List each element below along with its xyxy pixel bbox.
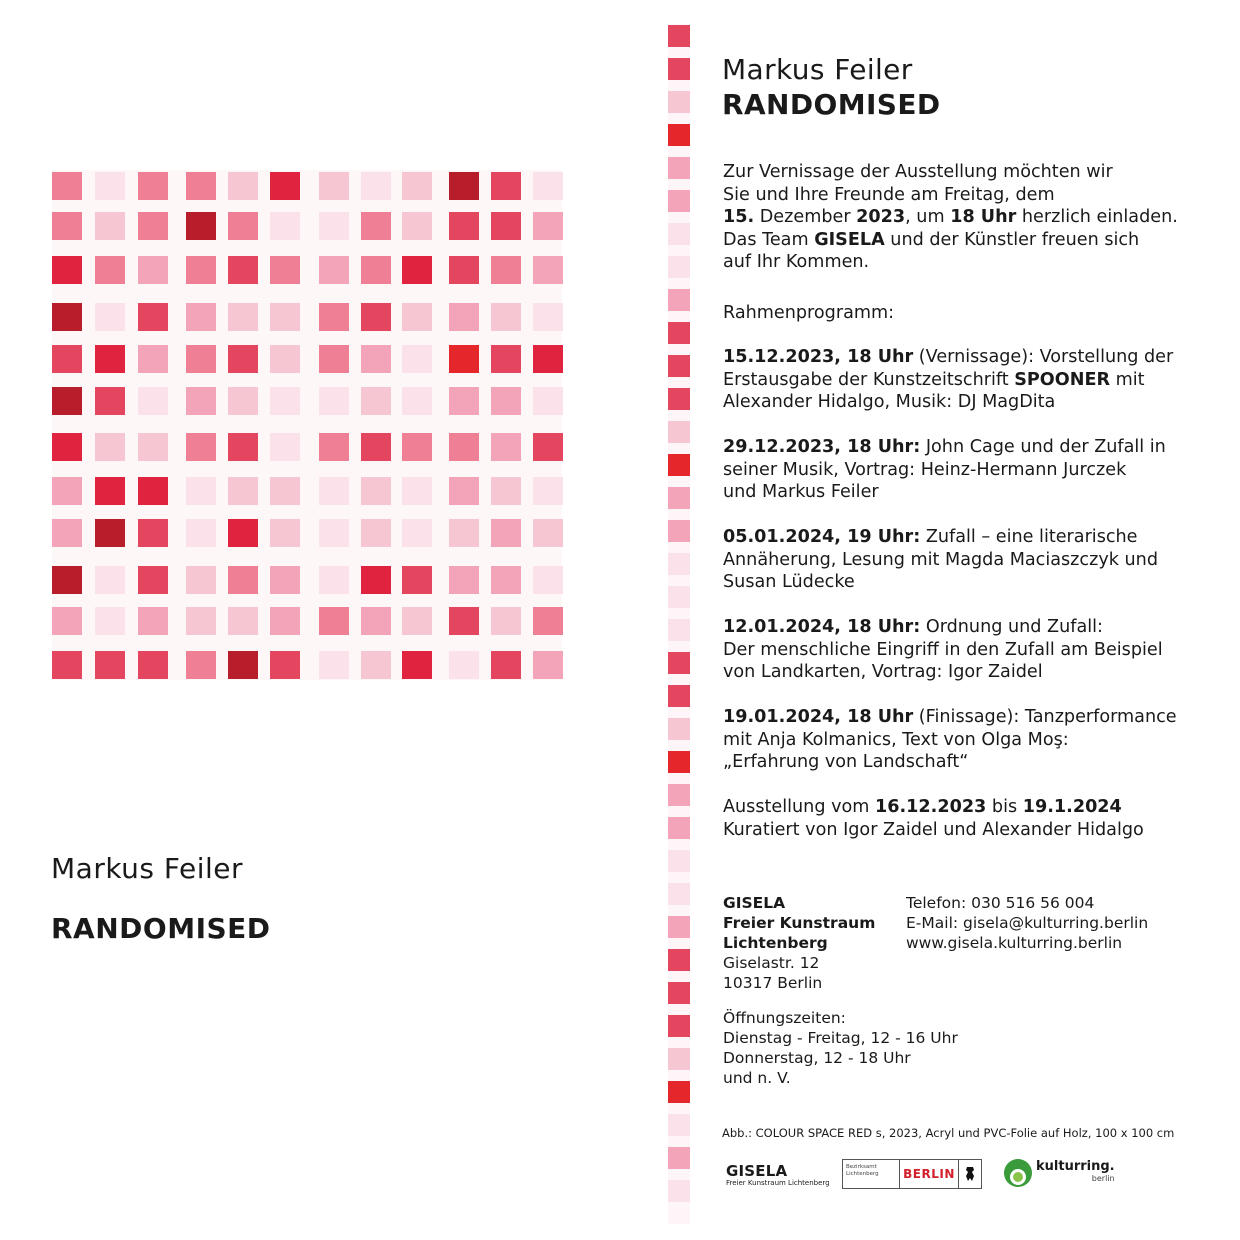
artwork-square [319,172,349,200]
artwork-square [228,477,258,505]
artwork-square [270,651,300,679]
artwork-square [449,303,479,331]
strip-square [668,322,690,344]
artwork-square [491,345,521,373]
artwork-square [138,212,168,240]
event-3: 05.01.2024, 19 Uhr: Zufall – eine literarische Annäherung, Lesung mit Magda Maciaszczyk und Susan Lüdecke [723,527,1158,592]
artwork-square [402,566,432,594]
artwork-square [138,433,168,461]
artwork-square [95,345,125,373]
artwork-square [491,477,521,505]
artwork-square [52,477,82,505]
artwork-square [319,212,349,240]
artwork-square [319,477,349,505]
artwork-square [228,172,258,200]
artwork-square [402,519,432,547]
artwork-square [319,651,349,679]
artwork-square [95,477,125,505]
artwork-square [491,172,521,200]
strip-square [668,553,690,575]
strip-square [668,289,690,311]
strip-square [668,619,690,641]
artwork-square [186,519,216,547]
artwork-square [52,433,82,461]
artwork-square [138,172,168,200]
strip-square [668,982,690,1004]
artwork-square [186,212,216,240]
artwork-square [52,172,82,200]
artwork-square [270,172,300,200]
strip-square [668,223,690,245]
strip-square [668,388,690,410]
artwork-square [491,566,521,594]
artwork-square [95,566,125,594]
right-artist-name: Markus Feiler [722,53,913,86]
artwork-square [402,256,432,284]
strip-square [668,751,690,773]
artwork-square [491,256,521,284]
strip-square [668,850,690,872]
image-caption: Abb.: COLOUR SPACE RED s, 2023, Acryl und PVC-Folie auf Holz, 100 x 100 cm [722,1126,1175,1140]
artwork-square [52,303,82,331]
artwork-square [533,172,563,200]
invitation-text: Zur Vernissage der Ausstellung möchten wir Sie und Ihre Freunde am Freitag, dem 15. Dezember 2023, um 18 Uhr herzlich einladen. Das Team GISELA und der Künstler freuen sich auf Ihr Kommen. [723,162,1178,272]
artwork-square [402,651,432,679]
artwork-square [402,212,432,240]
artwork-square [52,519,82,547]
strip-square [668,25,690,47]
strip-square [668,190,690,212]
artwork-square [491,212,521,240]
artwork-square [319,607,349,635]
left-artist-name: Markus Feiler [51,852,244,885]
artwork-square [533,607,563,635]
artwork-square [270,519,300,547]
strip-square [668,1048,690,1070]
artwork-square [138,387,168,415]
opening-hours: Öffnungszeiten: Dienstag - Freitag, 12 - 16 Uhr Donnerstag, 12 - 18 Uhr und n. V. [723,1009,958,1087]
artwork-square [361,345,391,373]
strip-square [668,454,690,476]
artwork-square [186,256,216,284]
strip-square [668,124,690,146]
strip-square [668,58,690,80]
artwork-square [270,607,300,635]
berlin-bear-icon [959,1160,981,1188]
artwork-square [402,433,432,461]
artwork-square [95,433,125,461]
strip-square [668,718,690,740]
strip-square [668,916,690,938]
artwork-square [491,651,521,679]
artwork-square [270,345,300,373]
artwork-square [186,566,216,594]
artwork-square [270,212,300,240]
venue-contact [906,893,1148,953]
artwork-square [138,256,168,284]
kulturring-logo: kulturring. berlin [1003,1158,1115,1188]
artwork-square [533,256,563,284]
gisela-logo: GISELA Freier Kunstraum Lichtenberg [726,1162,830,1187]
phone-number: Telefon: 030 516 56 004 [906,894,1095,912]
artwork-square [138,303,168,331]
event-4: 12.01.2024, 18 Uhr: Ordnung und Zufall: Der menschliche Eingriff in den Zufall am Beispiel von Landkarten, Vortrag: Igor Zaidel [723,617,1163,682]
artwork-square [95,303,125,331]
artwork-square [95,212,125,240]
artwork-square [95,256,125,284]
artwork-square [449,212,479,240]
artwork-square [228,651,258,679]
artwork-square [228,387,258,415]
email-link[interactable]: E-Mail: gisela@kulturring.berlin [906,914,1149,932]
event-5: 19.01.2024, 18 Uhr (Finissage): Tanzperformance mit Anja Kolmanics, Text von Olga Moş: „Erfahrung von Landschaft“ [723,707,1177,772]
artwork-square [491,519,521,547]
artwork-square [270,433,300,461]
artwork-square [319,566,349,594]
artwork-square [533,651,563,679]
artwork-square [186,433,216,461]
artwork-square [319,433,349,461]
artwork-square [95,651,125,679]
artwork-square [228,256,258,284]
strip-square [668,817,690,839]
exhibition-dates: Ausstellung vom 16.12.2023 bis 19.1.2024 Kuratiert von Igor Zaidel und Alexander Hidalgo [723,797,1144,840]
artwork-square [270,303,300,331]
strip-square [668,1081,690,1103]
artwork-square [402,387,432,415]
artwork-square [186,172,216,200]
strip-square [668,949,690,971]
artwork-square [361,212,391,240]
artwork-square [319,345,349,373]
artwork-square [270,256,300,284]
artwork-square [533,566,563,594]
artwork-square [361,303,391,331]
venue-address: GISELA Freier Kunstraum Lichtenberg Giselastr. 12 10317 Berlin [723,894,876,992]
strip-square [668,421,690,443]
event-1: 15.12.2023, 18 Uhr (Vernissage): Vorstellung der Erstausgabe der Kunstzeitschrift SPOONER mit Alexander Hidalgo, Musik: DJ MagDita [723,347,1174,412]
artwork-square [533,519,563,547]
strip-square [668,1180,690,1202]
artwork-square [361,172,391,200]
artwork-square [361,256,391,284]
kulturring-icon [1003,1158,1033,1188]
artwork-square [270,566,300,594]
decorative-square-strip [668,24,690,1224]
artwork-square [361,651,391,679]
artwork-square [228,433,258,461]
artwork-square [186,345,216,373]
artwork-square [402,345,432,373]
artwork-square [52,212,82,240]
artwork-square [533,433,563,461]
artwork-square [138,519,168,547]
artwork-square [533,212,563,240]
artwork-square [449,566,479,594]
artwork-square [186,387,216,415]
strip-square [668,256,690,278]
program-heading: Rahmenprogramm: [723,303,895,323]
artwork-square [138,651,168,679]
artwork-square [361,433,391,461]
strip-square [668,520,690,542]
artwork-square [449,345,479,373]
artwork-square [533,345,563,373]
strip-square [668,586,690,608]
artwork-square [361,607,391,635]
artwork-square [95,519,125,547]
artwork-square [402,172,432,200]
strip-square [668,355,690,377]
artwork-square [361,387,391,415]
artwork-square [52,651,82,679]
artwork-square [186,651,216,679]
strip-square [668,685,690,707]
artwork-colour-space-red [52,170,562,680]
artwork-square [402,607,432,635]
artwork-square [491,607,521,635]
strip-square [668,157,690,179]
event-2: 29.12.2023, 18 Uhr: John Cage und der Zufall in seiner Musik, Vortrag: Heinz-Hermann Jurczek und Markus Feiler [723,437,1166,502]
artwork-square [52,387,82,415]
artwork-square [228,345,258,373]
artwork-square [361,519,391,547]
artwork-square [449,256,479,284]
artwork-square [52,345,82,373]
artwork-square [52,607,82,635]
artwork-square [449,519,479,547]
strip-square [668,1015,690,1037]
artwork-square [491,433,521,461]
artwork-square [270,387,300,415]
artwork-square [138,607,168,635]
artwork-square [52,566,82,594]
artwork-square [319,519,349,547]
strip-square [668,91,690,113]
strip-square [668,883,690,905]
artwork-square [138,345,168,373]
artwork-square [270,477,300,505]
artwork-square [186,303,216,331]
artwork-square [402,477,432,505]
strip-square [668,784,690,806]
artwork-square [228,566,258,594]
right-exhibition-title: RANDOMISED [722,88,941,121]
strip-square [668,1147,690,1169]
artwork-square [228,212,258,240]
artwork-square [449,172,479,200]
artwork-square [95,387,125,415]
artwork-square [533,303,563,331]
artwork-square [186,607,216,635]
artwork-square [228,519,258,547]
artwork-square [533,387,563,415]
artwork-square [491,387,521,415]
artwork-square [52,256,82,284]
strip-square [668,1114,690,1136]
strip-square [668,652,690,674]
artwork-square [228,303,258,331]
artwork-square [491,303,521,331]
artwork-square [138,477,168,505]
artwork-square [95,172,125,200]
artwork-square [533,477,563,505]
artwork-square [319,387,349,415]
artwork-square [361,477,391,505]
artwork-square [449,387,479,415]
artwork-square [95,607,125,635]
artwork-square [449,607,479,635]
artwork-square [228,607,258,635]
artwork-square [402,303,432,331]
artwork-square [449,433,479,461]
berlin-lichtenberg-logo: Bezirksamt Lichtenberg BERLIN [842,1159,982,1189]
artwork-square [138,566,168,594]
artwork-square [186,477,216,505]
artwork-square [319,256,349,284]
website-link[interactable]: www.gisela.kulturring.berlin [906,934,1123,952]
strip-square [668,487,690,509]
artwork-square [319,303,349,331]
left-exhibition-title: RANDOMISED [51,912,271,945]
artwork-square [449,651,479,679]
artwork-square [449,477,479,505]
artwork-square [361,566,391,594]
